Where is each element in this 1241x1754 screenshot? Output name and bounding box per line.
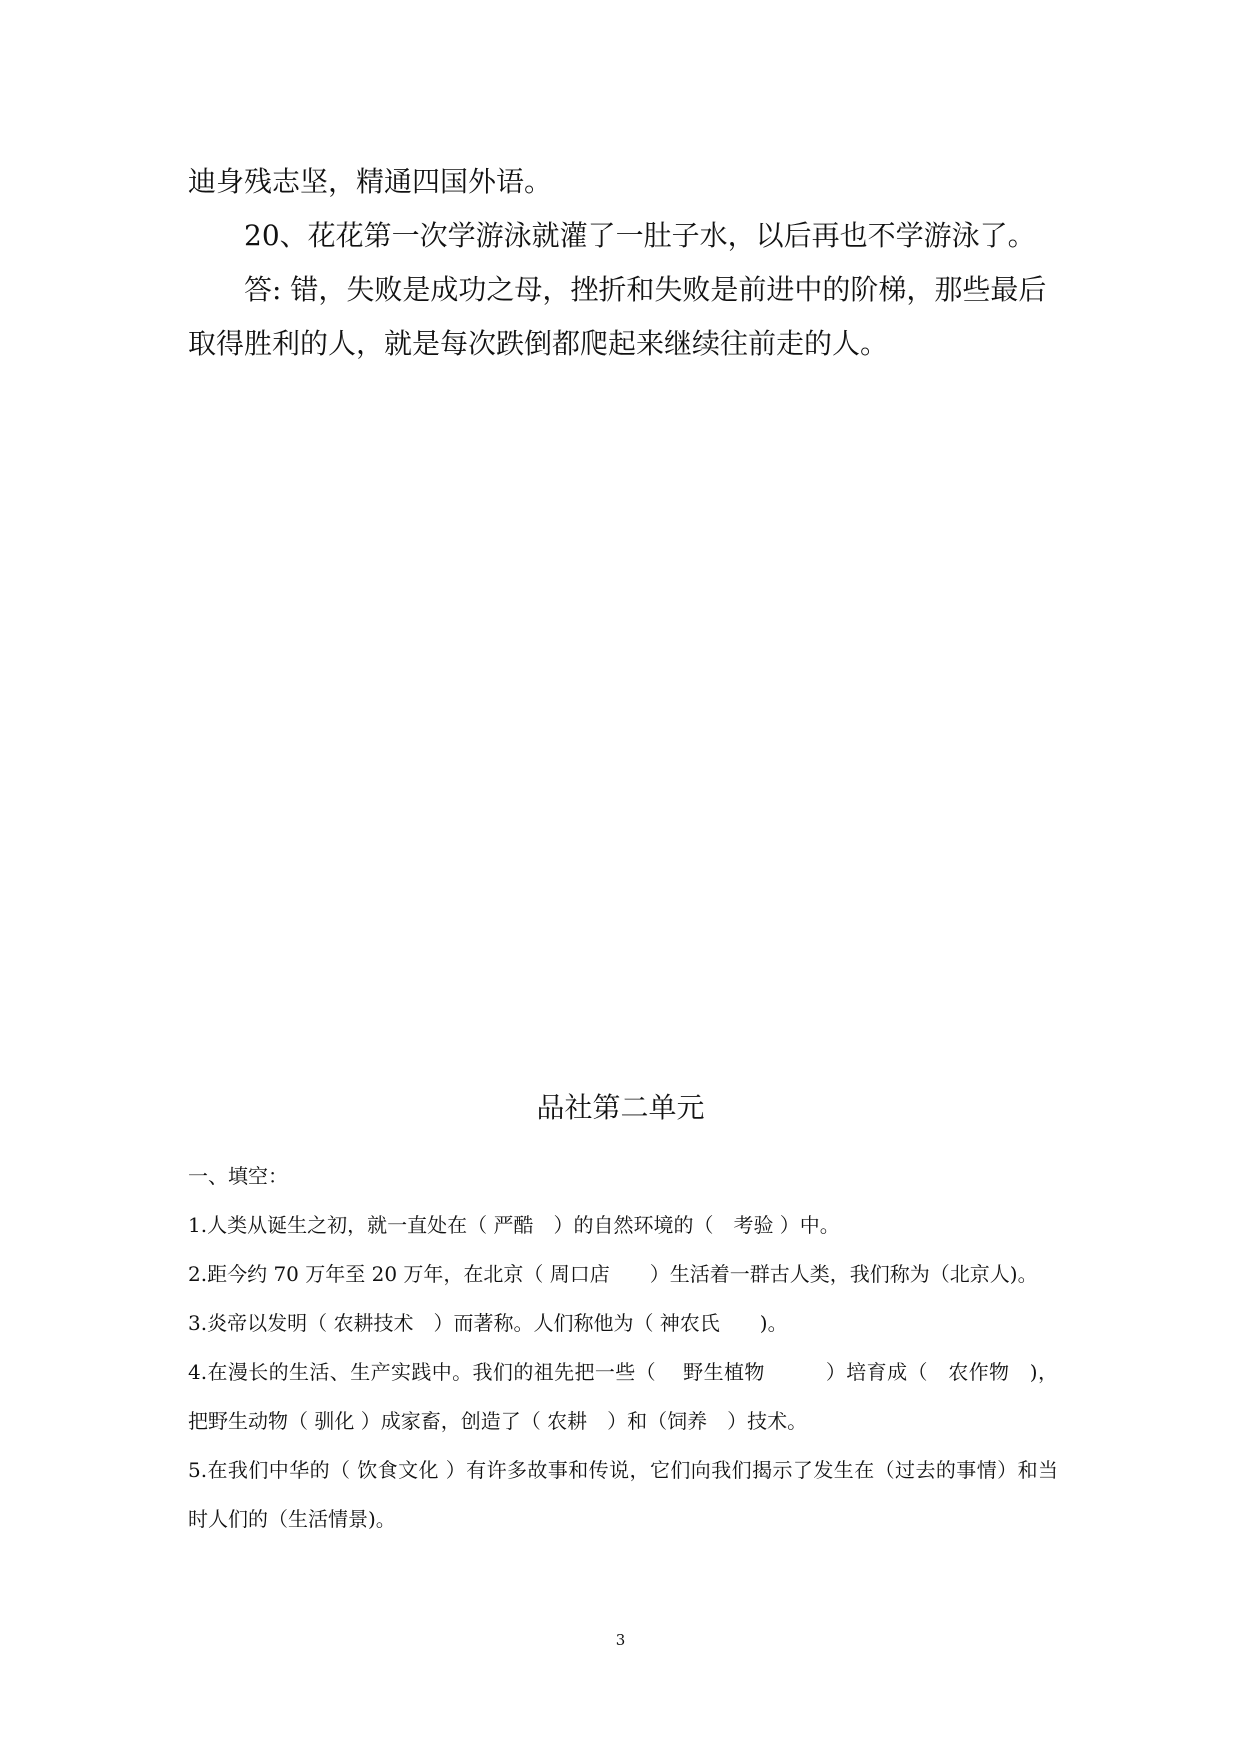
paragraph-continuation: 迪身残志坚，精通四国外语。	[188, 165, 553, 198]
page-number: 3	[615, 1631, 626, 1649]
fill-item-2: 2.距今约 70 万年至 20 万年，在北京（ 周口店 ）生活着一群古人类，我们称为（北京人)。	[188, 1262, 1038, 1286]
fill-item-4: 4.在漫长的生活、生产实践中。我们的祖先把一些（ 野生植物 ）培育成（ 农作物 )，把野生动物（ 驯化 ）成家畜，创造了（ 农耕 ）和（饲养 ）技术。	[188, 1360, 1058, 1433]
fill-item-5: 5.在我们中华的（ 饮食文化 ）有许多故事和传说，它们向我们揭示了发生在（过去的事情）和当时人们的（生活情景)。	[188, 1458, 1058, 1531]
answer-20: 答: 错，失败是成功之母，挫折和失败是前进中的阶梯，那些最后取得胜利的人，就是每次跌倒都爬起来继续往前走的人。	[188, 273, 1047, 360]
previous-section-text	[188, 155, 1058, 371]
unit-title: 品社第二单元	[536, 1091, 705, 1124]
fill-item-1: 1.人类从诞生之初，就一直处在（ 严酷 ）的自然环境的（ 考验 ）中。	[188, 1213, 840, 1237]
section-heading: 一、填空：	[188, 1164, 288, 1188]
fill-in-section	[188, 1152, 1058, 1544]
question-20: 20、花花第一次学游泳就灌了一肚子水，以后再也不学游泳了。	[244, 219, 1036, 252]
fill-item-3: 3.炎帝以发明（ 农耕技术 ）而著称。人们称他为（ 神农氏 )。	[188, 1311, 788, 1335]
